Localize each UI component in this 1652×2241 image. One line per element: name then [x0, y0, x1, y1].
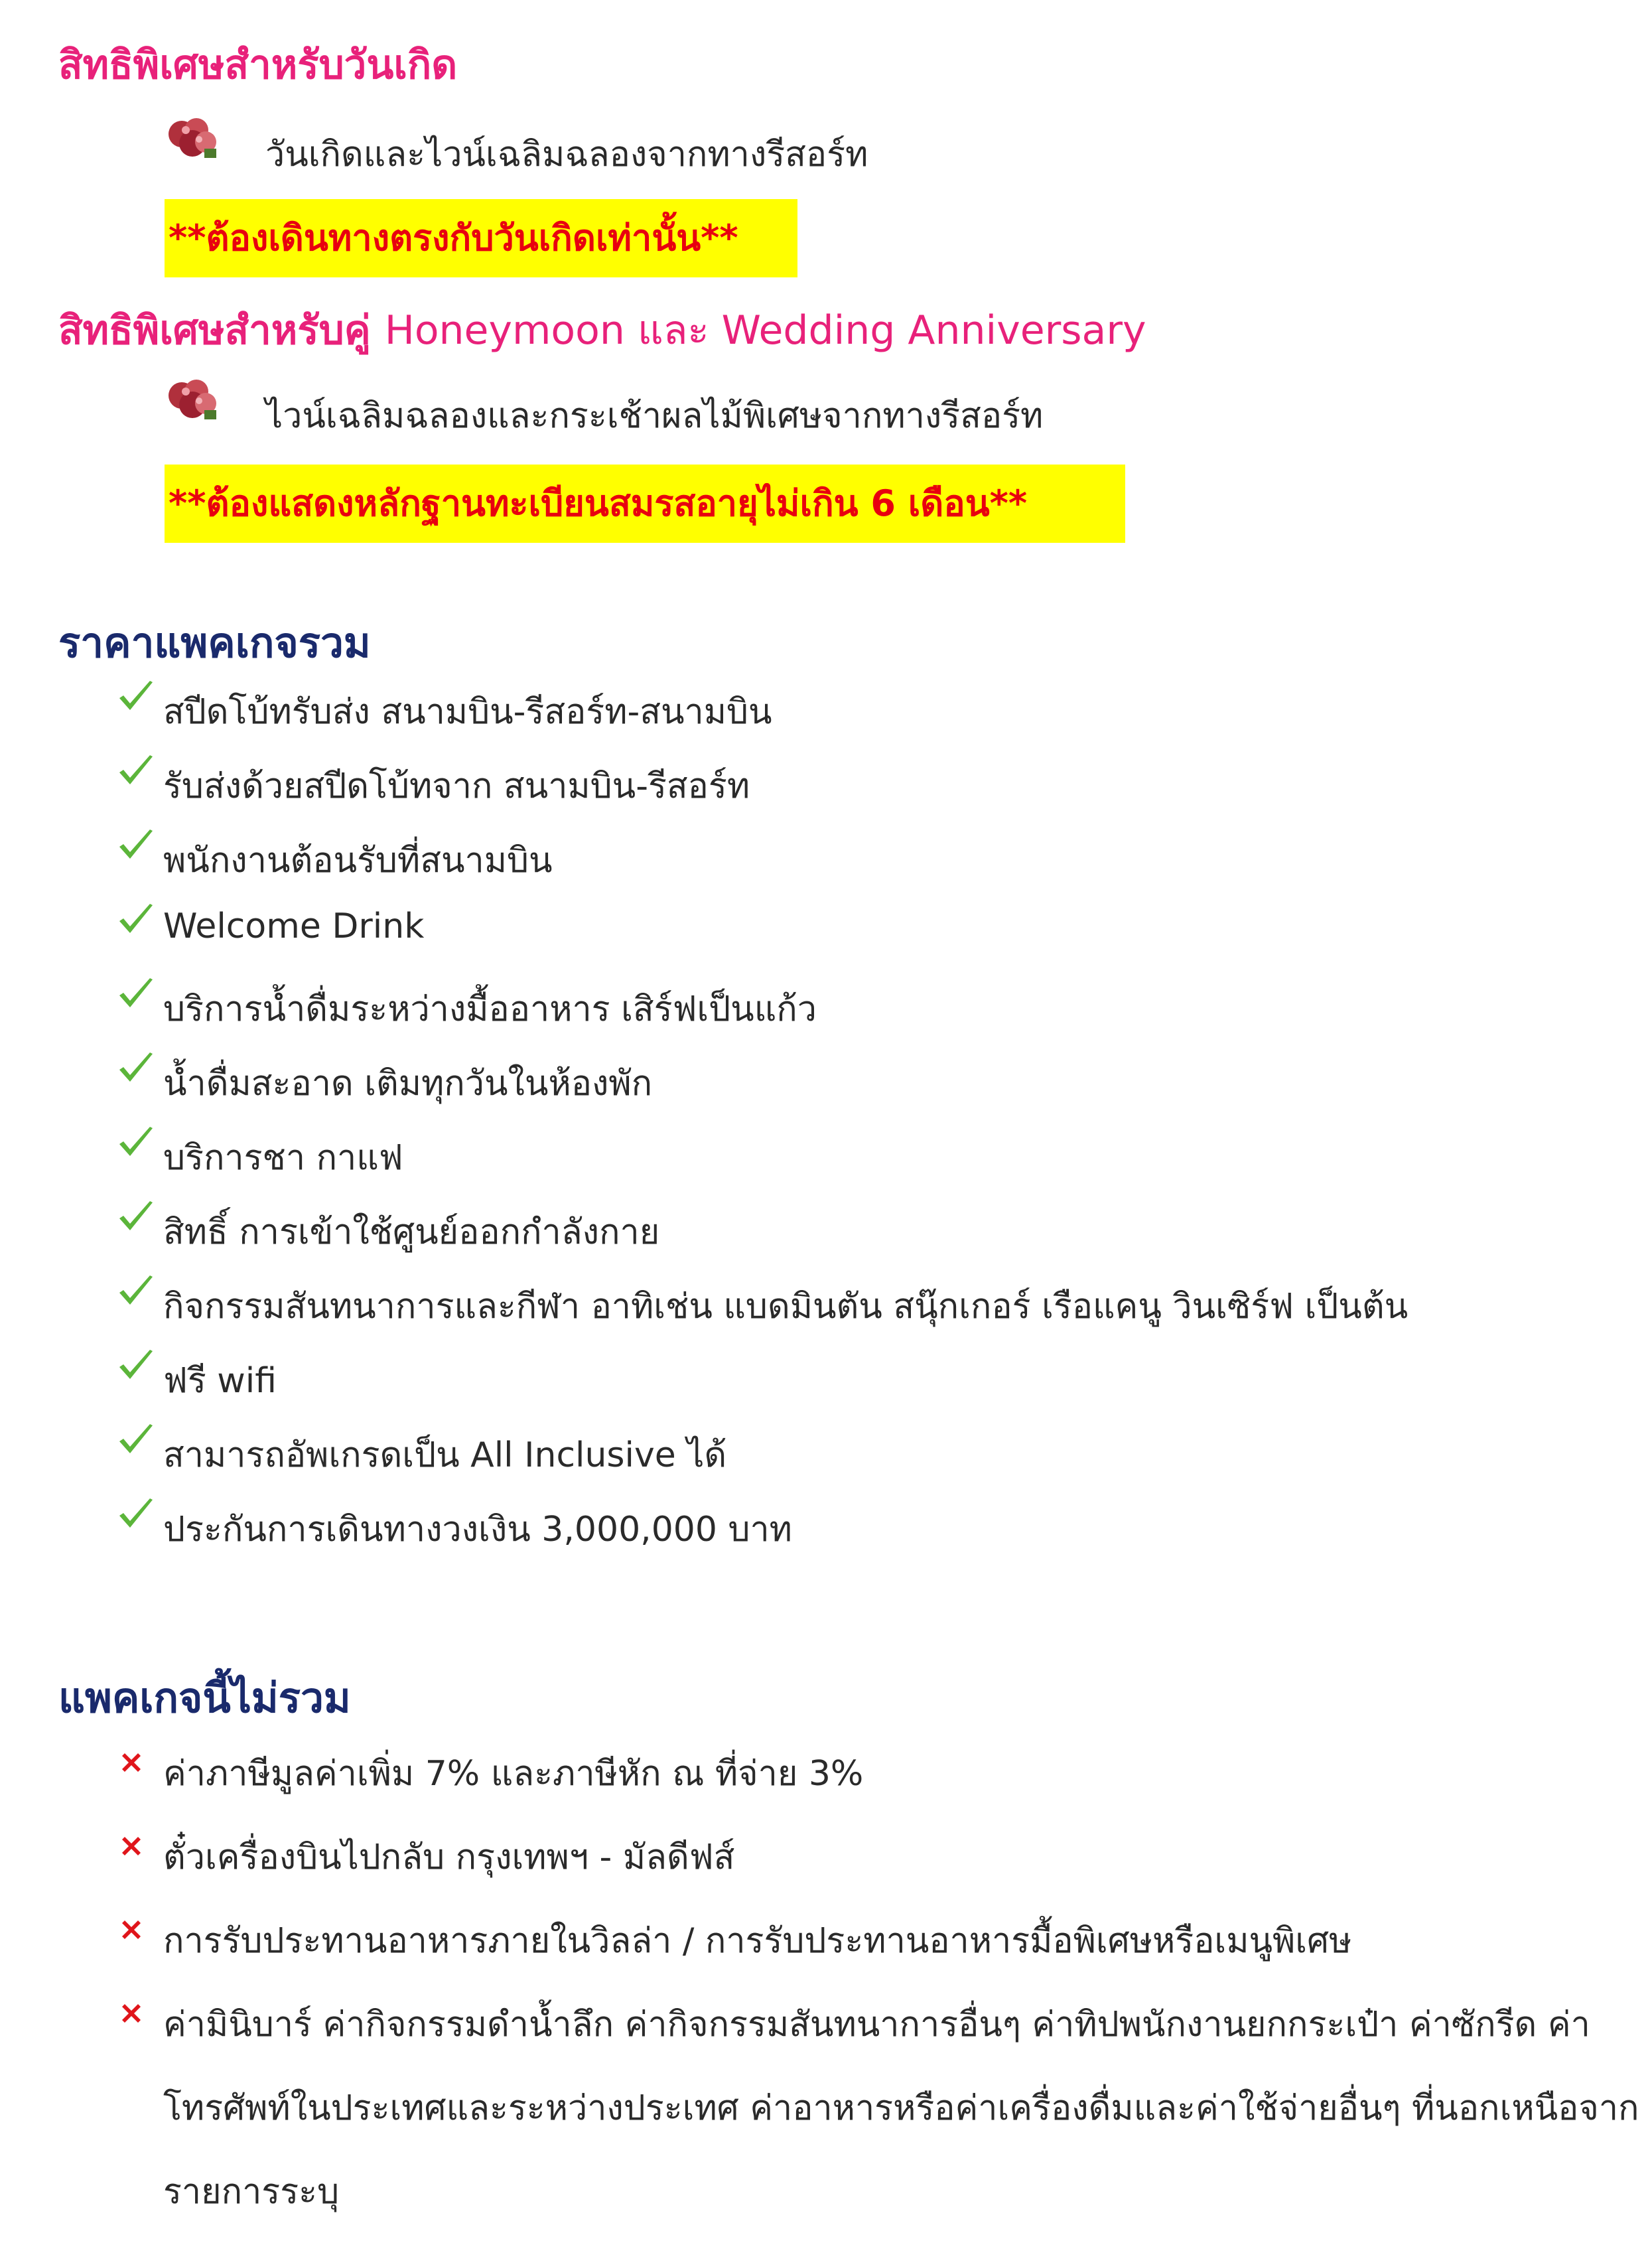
checkmark-icon — [117, 1050, 155, 1088]
checkmark-icon — [117, 1198, 155, 1237]
honeymoon-title — [58, 299, 1146, 362]
honeymoon-note: **ต้องแสดงหลักฐานทะเบียนสมรสอายุไม่เกิน 6 เดือน** — [165, 465, 1125, 543]
included-item-text: สามารถอัพเกรดเป็น All Inclusive ได้ — [163, 1435, 727, 1475]
included-item-text: บริการชา กาแฟ — [163, 1138, 403, 1178]
included-item-text: ฟรี wifi — [163, 1361, 277, 1401]
excluded-item-text-line: โทรศัพท์ในประเทศและระหว่างประเทศ ค่าอาหารหรือค่าเครื่องดื่มและค่าใช้จ่ายอื่นๆ ที่นอกเหนือจาก — [163, 2088, 1639, 2128]
honeymoon-title-thai: สิทธิพิเศษสำหรับคู่ — [58, 307, 371, 354]
cross-icon — [118, 1833, 145, 1859]
checkmark-icon — [117, 753, 155, 791]
included-item-text: สปีดโบ้ทรับส่ง สนามบิน-รีสอร์ท-สนามบิน — [163, 692, 772, 732]
included-item-text: รับส่งด้วยสปีดโบ้ทจาก สนามบิน-รีสอร์ท — [163, 766, 750, 806]
checkmark-icon — [117, 1124, 155, 1163]
excluded-item-text: ค่าภาษีมูลค่าเพิ่ม 7% และภาษีหัก ณ ที่จ่าย 3% — [163, 1754, 864, 1794]
included-title: ราคาแพคเกจรวม — [58, 618, 371, 667]
checkmark-icon — [117, 1347, 155, 1386]
flower-icon — [166, 117, 218, 159]
included-item-text: สิทธิ์ การเข้าใช้ศูนย์ออกกำลังกาย — [163, 1212, 660, 1252]
birthday-title: สิทธิพิเศษสำหรับวันเกิด — [58, 42, 458, 88]
checkmark-icon — [117, 678, 155, 717]
included-item-text: กิจกรรมสันทนาการและกีฬา อาทิเช่น แบดมินตัน สนุ๊กเกอร์ เรือแคนู วินเซิร์ฟ เป็นต้น — [163, 1287, 1409, 1327]
checkmark-icon — [117, 1273, 155, 1311]
excluded-item-text-line: ค่ามินิบาร์ ค่ากิจกรรมดำน้ำลึก ค่ากิจกรรมสันทนาการอื่นๆ ค่าทิปพนักงานยกกระเป๋า ค่าซักรีด ค่า — [163, 2005, 1590, 2045]
included-item-text: น้ำดื่มสะอาด เติมทุกวันในห้องพัก — [163, 1064, 653, 1104]
birthday-item: วันเกิดและไวน์เฉลิมฉลองจากทางรีสอร์ท — [265, 135, 868, 175]
included-item-text: พนักงานต้อนรับที่สนามบิน — [163, 841, 553, 881]
included-item-text: Welcome Drink — [163, 906, 425, 946]
excluded-title: แพคเกจนี้ไม่รวม — [58, 1674, 351, 1722]
cross-icon — [118, 1749, 145, 1776]
checkmark-icon — [117, 976, 155, 1014]
excluded-item-text: การรับประทานอาหารภายในวิลล่า / การรับประทานอาหารมื้อพิเศษหรือเมนูพิเศษ — [163, 1921, 1352, 1961]
birthday-note: **ต้องเดินทางตรงกับวันเกิดเท่านั้น** — [165, 199, 797, 277]
cross-icon — [118, 2000, 145, 2027]
excluded-item-text: ตั๋วเครื่องบินไปกลับ กรุงเทพฯ - มัลดีฟส์ — [163, 1838, 735, 1877]
excluded-item-text-line: รายการระบุ — [163, 2172, 340, 2212]
honeymoon-title-latin: Honeymoon และ Wedding Anniversary — [384, 307, 1146, 354]
included-item-text: บริการน้ำดื่มระหว่างมื้ออาหาร เสิร์ฟเป็นแก้ว — [163, 989, 817, 1029]
cross-icon — [118, 1916, 145, 1943]
checkmark-icon — [117, 901, 155, 940]
included-item-text: ประกันการเดินทางวงเงิน 3,000,000 บาท — [163, 1510, 792, 1550]
honeymoon-item: ไวน์เฉลิมฉลองและกระเช้าผลไม้พิเศษจากทางรีสอร์ท — [265, 396, 1044, 436]
checkmark-icon — [117, 827, 155, 865]
flower-icon — [166, 378, 218, 421]
checkmark-icon — [117, 1421, 155, 1460]
checkmark-icon — [117, 1496, 155, 1534]
